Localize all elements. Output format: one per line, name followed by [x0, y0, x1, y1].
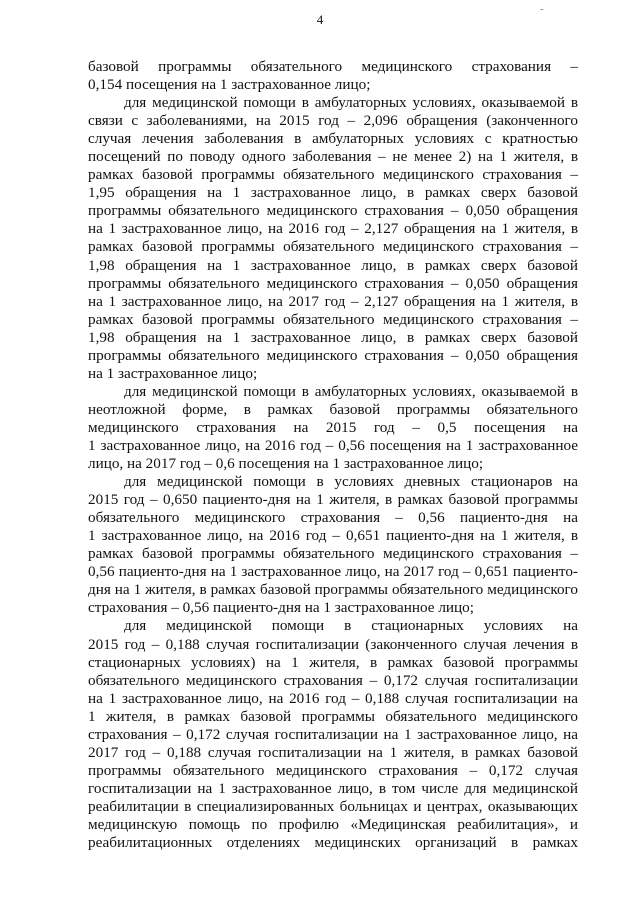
text-line: 1,95 обращения на 1 застрахованное лицо, в рамках сверх базовой [88, 184, 578, 202]
text-line: на 1 застрахованное лицо, на 2016 год – 0,188 случая госпитализации на [88, 689, 578, 707]
text-line: посещений по поводу одного заболевания – не менее 2) на 1 жителя, в [88, 148, 578, 166]
text-line: для медицинской помощи в амбулаторных условиях, оказываемой в [124, 382, 578, 400]
text-line: госпитализации на 1 застрахованное лицо, в том числе для медицинской [88, 779, 578, 797]
text-line: случая лечения заболевания в амбулаторных условиях с кратностью [88, 130, 578, 148]
text-line: программы обязательного медицинского страхования – 0,050 обращения [88, 346, 578, 364]
text-line: дня на 1 жителя, в рамках базовой программы обязательного медицинского [88, 581, 578, 599]
text-line: 2017 год – 0,188 случая госпитализации на 1 жителя, в рамках базовой [88, 743, 578, 761]
text-line: 1 застрахованное лицо, на 2016 год – 0,56 посещения на 1 застрахованное [88, 436, 578, 454]
text-line: страхования – 0,172 случая госпитализации на 1 застрахованное лицо, на [88, 725, 578, 743]
text-line: лицо, на 2017 год – 0,6 посещения на 1 застрахованное лицо; [88, 455, 484, 473]
text-line: реабилитационных отделениях медицинских организаций в рамках [88, 834, 578, 852]
text-line: 1,98 обращения на 1 застрахованное лицо, в рамках сверх базовой [88, 256, 578, 274]
text-line: рамках базовой программы обязательного медицинского страхования – [88, 238, 578, 256]
document-body [88, 58, 578, 852]
text-line: 1,98 обращения на 1 застрахованное лицо, в рамках сверх базовой [88, 328, 578, 346]
text-line: базовой программы обязательного медицинского страхования – [88, 58, 578, 75]
text-line: обязательного медицинского страхования – 0,172 случая госпитализации [88, 671, 578, 689]
text-line: 1 жителя, в рамках базовой программы обязательного медицинского [88, 707, 578, 725]
text-line: рамках базовой программы обязательного медицинского страхования – [88, 545, 578, 563]
text-line: программы обязательного медицинского страхования – 0,050 обращения [88, 202, 578, 220]
text-line: страхования – 0,56 пациенто-дня на 1 застрахованное лицо; [88, 599, 474, 617]
text-line: рамках базовой программы обязательного медицинского страхования – [88, 166, 578, 184]
text-line: медицинского страхования на 2015 год – 0,5 посещения на [88, 418, 578, 436]
text-line: неотложной форме, в рамках базовой программы обязательного [88, 400, 578, 418]
text-line: медицинскую помощь по профилю «Медицинская реабилитация», и [88, 815, 578, 833]
text-line: на 1 застрахованное лицо; [88, 364, 258, 382]
corner-mark: - [540, 3, 544, 15]
text-line: стационарных условиях) на 1 жителя, в рамках базовой программы [88, 653, 578, 671]
text-line: для медицинской помощи в стационарных условиях на [124, 617, 578, 635]
text-line: на 1 застрахованное лицо, на 2016 год – 2,127 обращения на 1 жителя, в [88, 220, 578, 238]
text-line: связи с заболеваниями, на 2015 год – 2,096 обращения (законченного [88, 112, 578, 130]
text-line: 1 застрахованное лицо, на 2016 год – 0,651 пациенто-дня на 1 жителя, в [88, 527, 578, 545]
text-line: 0,56 пациенто-дня на 1 застрахованное лицо, на 2017 год – 0,651 пациенто- [88, 563, 578, 581]
text-line: реабилитации в специализированных больницах и центрах, оказывающих [88, 797, 578, 815]
text-line: 0,154 посещения на 1 застрахованное лицо; [88, 76, 371, 94]
text-line: обязательного медицинского страхования – 0,56 пациенто-дня на [88, 509, 578, 527]
page-number: 4 [316, 12, 324, 27]
text-line: для медицинской помощи в условиях дневных стационаров на [124, 473, 578, 491]
text-line: рамках базовой программы обязательного медицинского страхования – [88, 310, 578, 328]
text-line: для медицинской помощи в амбулаторных условиях, оказываемой в [124, 94, 578, 112]
text-line: программы обязательного медицинского страхования – 0,172 случая [88, 761, 578, 779]
text-line: на 1 застрахованное лицо, на 2017 год – 2,127 обращения на 1 жителя, в [88, 292, 578, 310]
text-line: 2015 год – 0,188 случая госпитализации (законченного случая лечения в [88, 635, 578, 653]
text-line: 2015 год – 0,650 пациенто-дня на 1 жителя, в рамках базовой программы [88, 491, 578, 509]
text-line: программы обязательного медицинского страхования – 0,050 обращения [88, 274, 578, 292]
